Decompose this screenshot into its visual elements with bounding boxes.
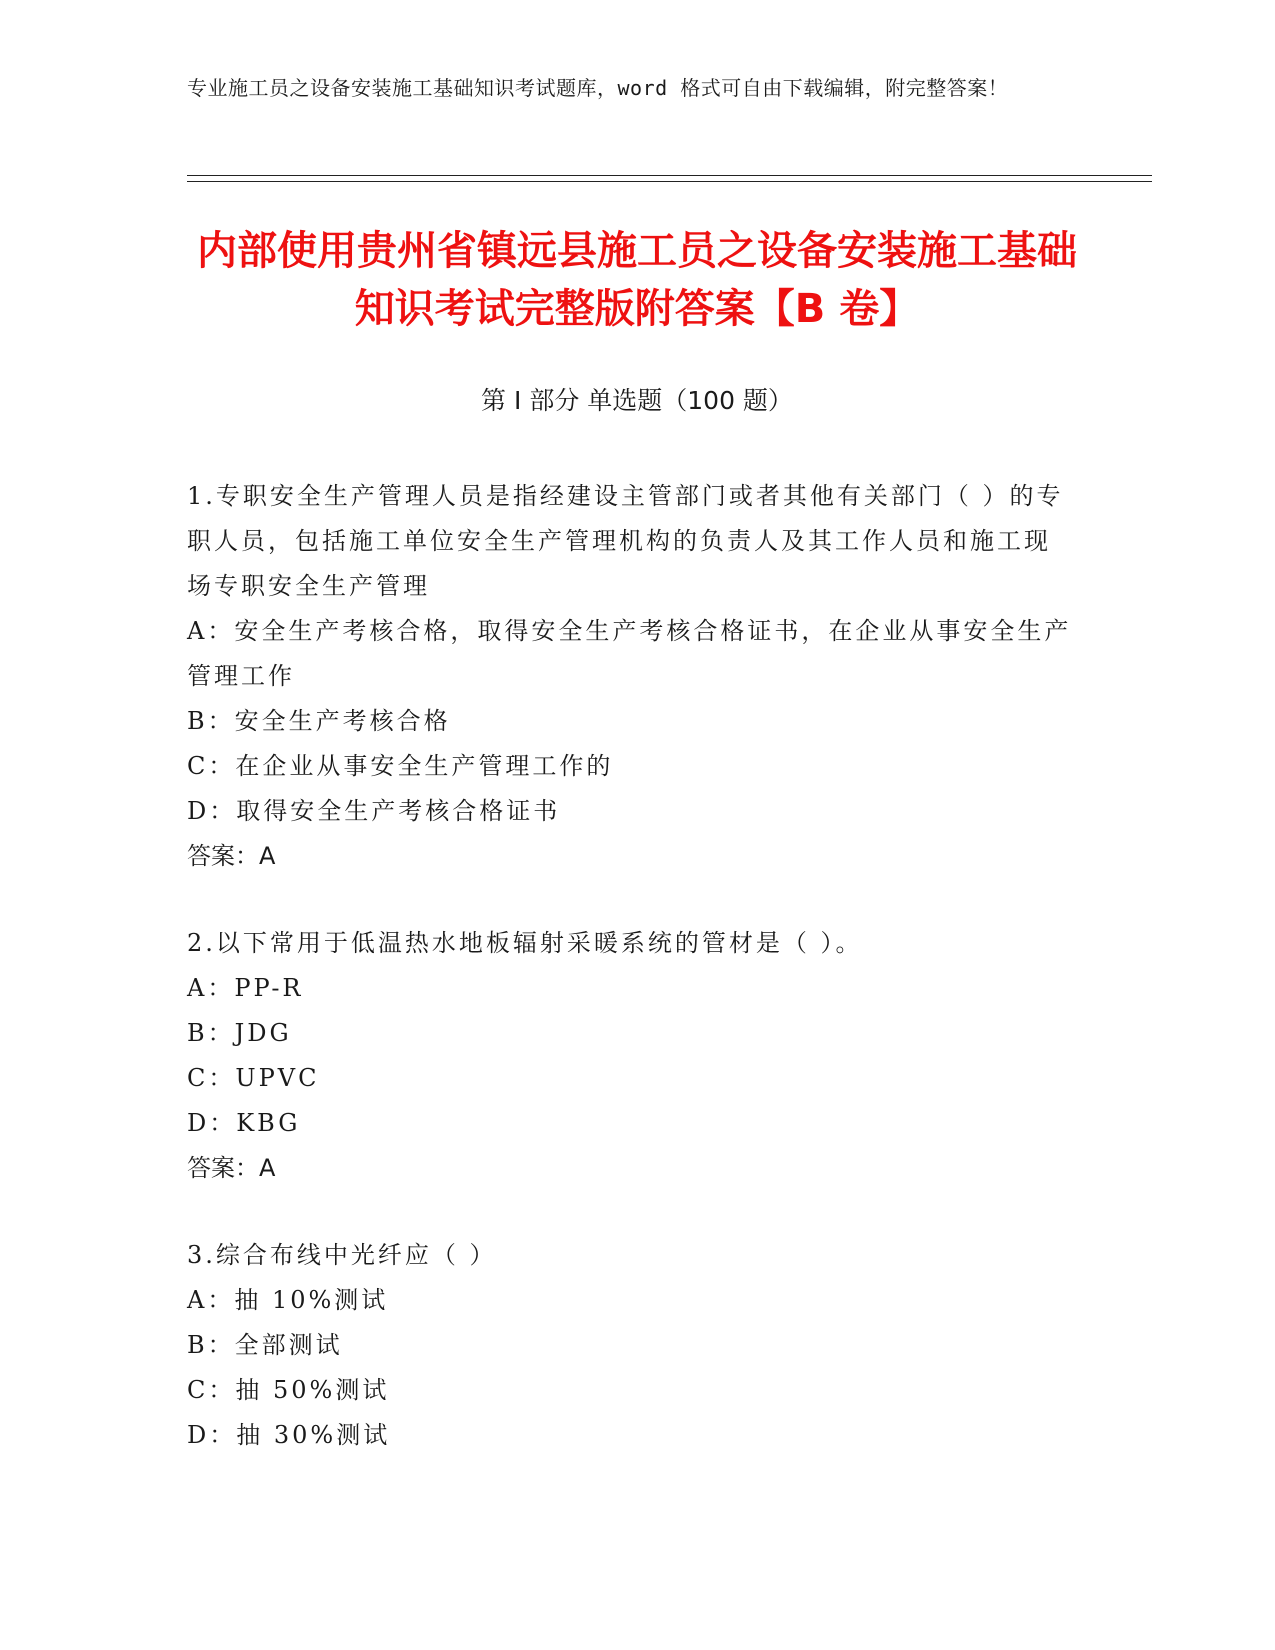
option-a: A：抽 10%测试 — [187, 1286, 389, 1314]
answer-line: 答案：A — [187, 842, 276, 870]
question-stem: 2.以下常用于低温热水地板辐射采暖系统的管材是（ ）。 — [187, 929, 863, 957]
option-d: D：KBG — [187, 1109, 301, 1137]
option-b: B：JDG — [187, 1019, 292, 1047]
header-note: 专业施工员之设备安装施工基础知识考试题库，word 格式可自由下载编辑，附完整答案！ — [187, 76, 1009, 100]
question-stem: 3.综合布线中光纤应（ ） — [187, 1241, 497, 1269]
option-b: B：全部测试 — [187, 1331, 343, 1359]
question-list — [187, 474, 1077, 1500]
header-rule-bottom — [187, 181, 1152, 182]
option-c: C：抽 50%测试 — [187, 1376, 390, 1404]
header-rule-top — [187, 175, 1152, 176]
option-b: B：安全生产考核合格 — [187, 707, 451, 735]
option-d: D：取得安全生产考核合格证书 — [187, 797, 561, 825]
question-2 — [187, 921, 1077, 1191]
answer-line: 答案：A — [187, 1154, 276, 1182]
question-stem: 1.专职安全生产管理人员是指经建设主管部门或者其他有关部门（ ）的专职人员，包括施工单位安全生产管理机构的负责人及其工作人员和施工现场专职安全生产管理 — [187, 482, 1064, 600]
question-3 — [187, 1233, 1077, 1458]
option-c: C：UPVC — [187, 1064, 320, 1092]
option-a: A：安全生产考核合格，取得安全生产考核合格证书，在企业从事安全生产管理工作 — [187, 617, 1072, 690]
section-title: 第 I 部分 单选题（100 题） — [481, 386, 793, 415]
option-a: A：PP-R — [187, 974, 304, 1002]
option-c: C：在企业从事安全生产管理工作的 — [187, 752, 614, 780]
option-d: D：抽 30%测试 — [187, 1421, 391, 1449]
question-1 — [187, 474, 1077, 879]
document-title: 内部使用贵州省镇远县施工员之设备安装施工基础知识考试完整版附答案【B 卷】 — [197, 228, 1077, 332]
